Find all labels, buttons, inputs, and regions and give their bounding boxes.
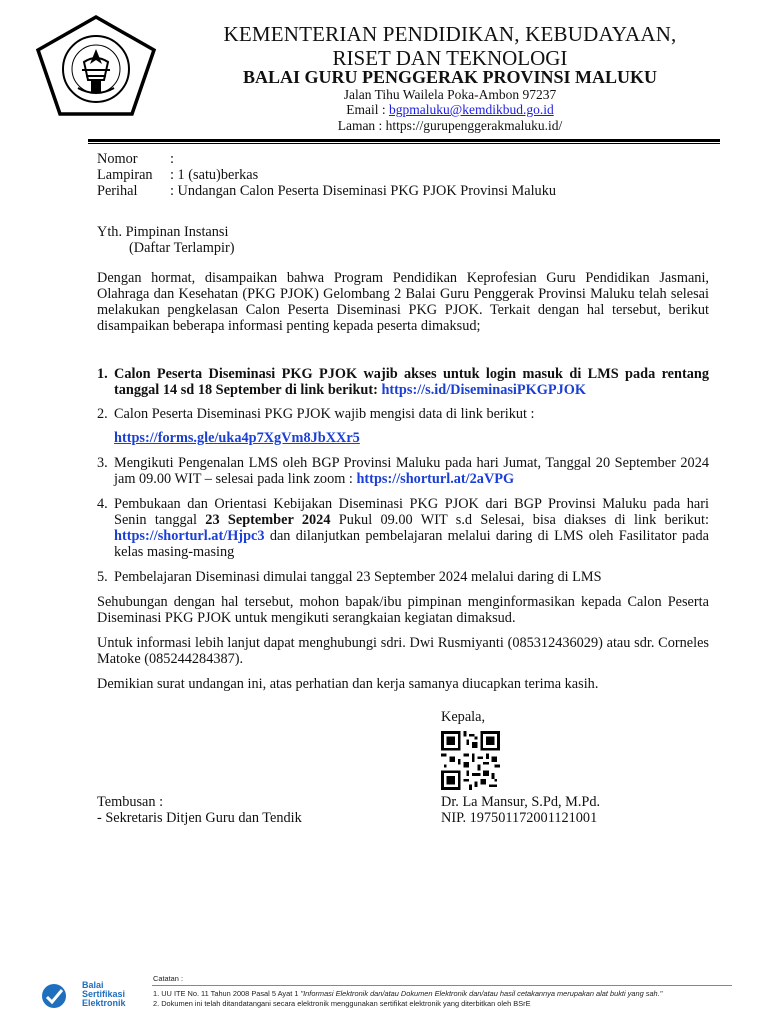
- item4-text-a: Pembukaan dan Orientasi Kebijakan Diseminasi PKG PJOK dari BGP Provinsi Maluku pada hari Senin tanggal: [114, 496, 709, 528]
- signatory-nip: NIP. 197501172001121001: [441, 810, 598, 826]
- signatory-name: Dr. La Mansur, S.Pd, M.Pd.: [441, 794, 601, 810]
- item4-text-c: dan dilanjutkan pembelajaran melalui daring di LMS oleh Fasilitator pada kelas masing-masing: [114, 528, 709, 560]
- signature-title: Kepala,: [441, 709, 486, 725]
- list-item-2: [97, 406, 709, 422]
- item4-date: 23 September 2024: [205, 512, 331, 528]
- header-ministry-line2: RISET DAN TEKNOLOGI: [332, 46, 568, 70]
- footer-note-label: Catatan :: [153, 974, 183, 983]
- item3-text: Mengikuti Pengenalan LMS oleh BGP Provinsi Maluku pada hari Jumat, Tanggal 20 September 2024 jam 09.00 WIT – selesai pada link zoom :: [114, 455, 709, 487]
- header-email-line: [160, 102, 740, 118]
- item-number: 3.: [97, 455, 108, 471]
- bse-text-line1: Balai: [82, 980, 104, 990]
- recipient-line1: Yth. Pimpinan Instansi: [97, 224, 229, 240]
- opening-link[interactable]: https://shorturl.at/Hjpc3: [114, 528, 265, 544]
- header-office-name: BALAI GURU PENGGERAK PROVINSI MALUKU: [242, 67, 658, 87]
- item-number: 2.: [97, 406, 108, 422]
- item1-text: Calon Peserta Diseminasi PKG PJOK wajib akses untuk login masuk di LMS pada rentang tanggal 14 sd 18 September di link berikut:: [114, 366, 709, 398]
- footer-note-2: 2. Dokumen ini telah ditandatangani secara elektronik menggunakan sertifikat elektronik yang diterbitkan oleh BSrE: [153, 999, 531, 1008]
- item-number: 5.: [97, 569, 108, 585]
- meta-lampiran-label: Lampiran: [97, 167, 153, 183]
- item-number: 1.: [97, 366, 108, 382]
- header-divider-thick: [88, 139, 720, 142]
- meta-perihal: [97, 183, 556, 199]
- bse-text-line2: Sertifikasi: [82, 989, 126, 999]
- item2-text: Calon Peserta Diseminasi PKG PJOK wajib mengisi data di link berikut :: [114, 406, 535, 422]
- header-website: Laman : https://gurupenggerakmaluku.id/: [337, 118, 563, 133]
- tut-wuri-handayani-logo: [34, 14, 158, 118]
- header-email-link[interactable]: bgpmaluku@kemdikbud.go.id: [389, 102, 554, 117]
- meta-lampiran: [97, 167, 556, 183]
- tembusan-label: Tembusan :: [97, 794, 164, 810]
- list-item-4: [97, 496, 709, 560]
- header-ministry-line1: KEMENTERIAN PENDIDIKAN, KEBUDAYAAN,: [223, 22, 677, 46]
- paragraph-contact: Untuk informasi lebih lanjut dapat menghubungi sdri. Dwi Rusmiyanti (085312436029) atau sdr. Corneles Matoke (085244284387).: [97, 635, 709, 667]
- recipient-line2: (Daftar Terlampir): [129, 240, 235, 256]
- footer-divider: [152, 985, 732, 986]
- paragraph-followup: Sehubungan dengan hal tersebut, mohon bapak/ibu pimpinan menginformasikan kepada Calon Peserta Diseminasi PKG PJOK untuk mengikuti serangkaian kegiatan dimaksud.: [97, 594, 709, 626]
- list-item-5: [97, 569, 709, 585]
- bse-logo: [40, 981, 150, 1011]
- meta-nomor: [97, 151, 556, 167]
- forms-link[interactable]: https://forms.gle/uka4p7XgVm8JbXXr5: [114, 430, 360, 446]
- bse-emblem-icon: [40, 982, 70, 1010]
- tembusan-item: - Sekretaris Ditjen Guru dan Tendik: [97, 810, 302, 826]
- item-body: [114, 455, 709, 487]
- list-item-3: [97, 455, 709, 487]
- item4-text-b: Pukul 09.00 WIT s.d Selesai, bisa diakses di link berikut:: [330, 512, 710, 528]
- signature-qr-code[interactable]: [441, 731, 500, 790]
- lms-link[interactable]: https://s.id/DiseminasiPKGPJOK: [381, 382, 587, 398]
- item-number: 4.: [97, 496, 108, 512]
- footer-note-1-law: 1. UU ITE No. 11 Tahun 2008 Pasal 5 Ayat 1: [153, 989, 301, 998]
- meta-lampiran-value: : 1 (satu)berkas: [170, 167, 259, 183]
- meta-nomor-value: :: [170, 151, 174, 167]
- meta-nomor-label: Nomor: [97, 151, 138, 167]
- paragraph-closing: Demikian surat undangan ini, atas perhatian dan kerja samanya diucapkan terima kasih.: [97, 676, 599, 692]
- footer-note-1: [153, 989, 662, 999]
- bse-text-line3: Elektronik: [82, 998, 126, 1008]
- item5-text: Pembelajaran Diseminasi dimulai tanggal 23 September 2024 melalui daring di LMS: [114, 569, 602, 585]
- intro-paragraph: Dengan hormat, disampaikan bahwa Program Pendidikan Keprofesian Guru Pendidikan Jasmani, Olahraga dan Kesehatan (PKG PJOK) Gelombang 2 Balai Guru Penggerak Provinsi Maluku telah selesai melakukan pengkelasan Calon Peserta Diseminasi PKG PJOK. Terkait dengan hal tersebut, berikut disampaikan beberapa informasi penting kepada peserta dimaksud;: [97, 270, 709, 334]
- zoom-link[interactable]: https://shorturl.at/2aVPG: [356, 471, 515, 487]
- header-email-label: Email :: [346, 102, 390, 117]
- item-body: [114, 496, 709, 560]
- item-body: [114, 366, 709, 398]
- list-item-1: [97, 366, 709, 398]
- header-divider-thin: [88, 143, 720, 144]
- header-address: Jalan Tihu Wailela Poka-Ambon 97237: [343, 87, 557, 102]
- letter-meta: [97, 151, 556, 199]
- meta-perihal-value: : Undangan Calon Peserta Diseminasi PKG PJOK Provinsi Maluku: [170, 183, 556, 199]
- footer-note-1-quote: "Informasi Elektronik dan/atau Dokumen Elektronik dan/atau hasil cetakannya merupakan alat bukti yang sah.": [300, 989, 663, 998]
- meta-perihal-label: Perihal: [97, 183, 138, 199]
